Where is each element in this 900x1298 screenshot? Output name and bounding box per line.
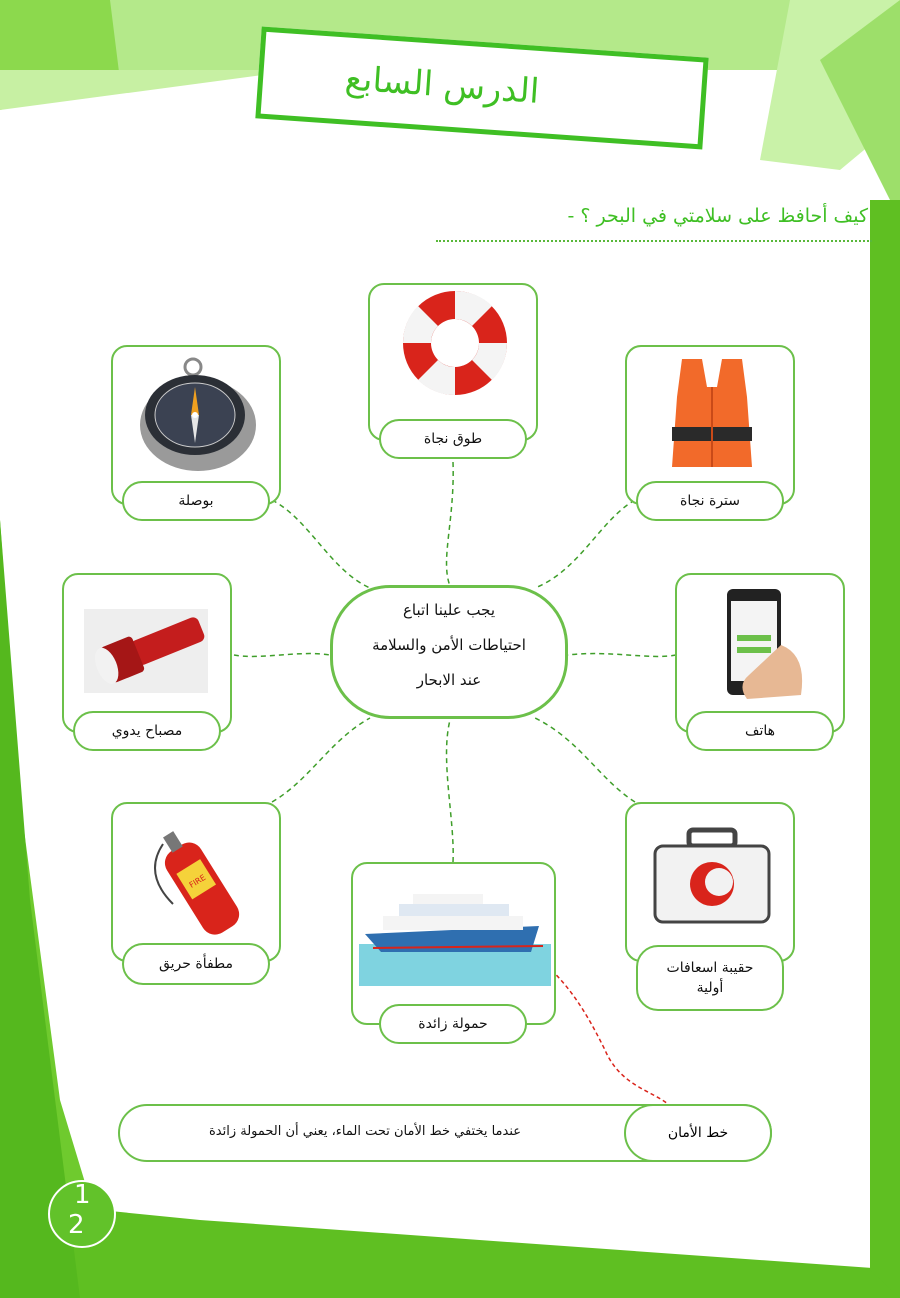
safety-line-bar	[118, 1104, 772, 1162]
extinguisher-card	[111, 802, 281, 962]
lesson-title: الدرس السابع	[343, 58, 541, 112]
safety-line-description: عندما يختفي خط الأمان تحت الماء، يعني أن الحمولة زائدة	[208, 1124, 522, 1139]
central-line-2: احتياطات الأمن والسلامة	[372, 636, 526, 654]
extinguisher-label: مطفأة حريق	[122, 943, 270, 985]
life-vest-icon	[627, 347, 797, 477]
first-aid-card	[625, 802, 795, 962]
lifebuoy-icon	[370, 285, 540, 415]
flashlight-card	[62, 573, 232, 733]
phone-icon	[677, 575, 847, 705]
flashlight-label: مصباح يدوي	[73, 711, 221, 751]
central-message	[330, 585, 568, 719]
overload-card	[351, 862, 556, 1025]
extinguisher-tag: FIRE	[187, 872, 208, 890]
question-text: كيف أحافظ على سلامتي في البحر ؟ -	[567, 205, 868, 227]
page-number-top: 1	[74, 1180, 91, 1210]
overload-label: حمولة زائدة	[379, 1004, 527, 1044]
boat-icon	[353, 864, 558, 1004]
safety-line-label: خط الأمان	[624, 1104, 772, 1162]
central-line-3: عند الابحار	[416, 671, 482, 689]
life-vest-label: سترة نجاة	[636, 481, 784, 521]
central-line-1: يجب علينا اتباع	[402, 601, 496, 619]
page-number-badge	[48, 1180, 116, 1248]
lifebuoy-card	[368, 283, 538, 441]
first-aid-icon	[627, 804, 797, 944]
page-number-bottom: 2	[68, 1210, 85, 1240]
phone-card	[675, 573, 845, 733]
compass-label: بوصلة	[122, 481, 270, 521]
first-aid-label-line1: حقيبة اسعافات	[666, 960, 754, 976]
phone-label: هاتف	[686, 711, 834, 751]
first-aid-label	[636, 945, 784, 1011]
flashlight-icon	[64, 575, 234, 705]
extinguisher-icon	[113, 804, 283, 944]
compass-icon	[113, 347, 283, 477]
first-aid-label-line2: أولية	[696, 980, 724, 996]
lifebuoy-label: طوق نجاة	[379, 419, 527, 459]
